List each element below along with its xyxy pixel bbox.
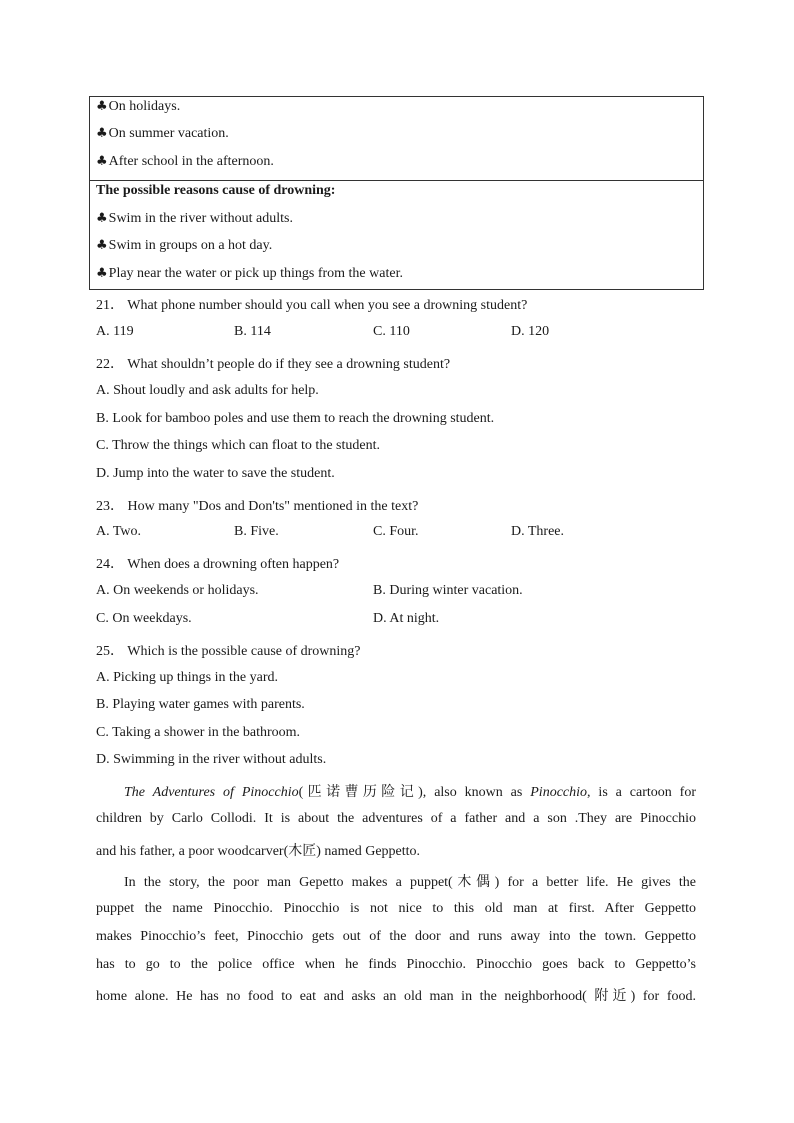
club-bullet-icon: ♣ — [96, 238, 108, 253]
passage-p1-line3: and his father, a poor woodcarver(木匠) named Geppetto. — [96, 844, 421, 859]
passage-p2-line2: puppet the name Pinocchio. Pinocchio is not nice to this old man at first. After Geppetto — [96, 901, 696, 916]
q23-option-b[interactable]: B. Five. — [234, 524, 279, 539]
box-item-after-school: ♣After school in the afternoon. — [96, 154, 274, 169]
club-bullet-icon: ♣ — [96, 266, 108, 281]
passage-p1-line1: The Adventures of Pinocchio(匹诺曹历险记), also known as Pinocchio, is a cartoon for — [124, 785, 697, 800]
question-25: 25． Which is the possible cause of drowning? — [96, 644, 361, 659]
question-23: 23． How many "Dos and Don'ts" mentioned in the text? — [96, 499, 419, 514]
club-bullet-icon: ♣ — [96, 211, 108, 226]
q22-option-d[interactable]: D. Jump into the water to save the student. — [96, 466, 335, 481]
info-box — [89, 96, 704, 290]
club-bullet-icon: ♣ — [96, 154, 108, 169]
q24-option-c[interactable]: C. On weekdays. — [96, 611, 192, 626]
club-bullet-icon: ♣ — [96, 99, 108, 114]
q23-option-a[interactable]: A. Two. — [96, 524, 142, 539]
q22-option-c[interactable]: C. Throw the things which can float to the student. — [96, 438, 380, 453]
passage-p2-line1: In the story, the poor man Gepetto makes a puppet(木偶) for a better life. He gives the — [124, 875, 696, 890]
book-title: The Adventures of Pinocchio — [124, 785, 299, 800]
short-title: Pinocchio — [530, 785, 588, 800]
q21-option-a[interactable]: A. 119 — [96, 324, 134, 339]
q21-option-b[interactable]: B. 114 — [234, 324, 271, 339]
passage-p2-line5: home alone. He has no food to eat and asks an old man in the neighborhood( 附近) for food. — [96, 989, 696, 1004]
box-item-summer: ♣On summer vacation. — [96, 126, 229, 141]
box-item-river: ♣Swim in the river without adults. — [96, 211, 293, 226]
drowning-times-section — [90, 97, 703, 181]
question-24: 24． When does a drowning often happen? — [96, 557, 340, 572]
club-bullet-icon: ♣ — [96, 126, 108, 141]
q22-option-a[interactable]: A. Shout loudly and ask adults for help. — [96, 383, 319, 398]
passage-p2-line4: has to go to the police office when he finds Pinocchio. Pinocchio goes back to Geppetto’s — [96, 957, 696, 972]
box-item-groups: ♣Swim in groups on a hot day. — [96, 238, 273, 253]
box-item-play-water: ♣Play near the water or pick up things from the water. — [96, 266, 403, 281]
q24-option-a[interactable]: A. On weekends or holidays. — [96, 583, 259, 598]
q21-option-d[interactable]: D. 120 — [511, 324, 550, 339]
q25-option-c[interactable]: C. Taking a shower in the bathroom. — [96, 725, 301, 740]
q23-option-c[interactable]: C. Four. — [373, 524, 419, 539]
question-22: 22． What shouldn’t people do if they see a drowning student? — [96, 357, 451, 372]
question-21: 21． What phone number should you call when you see a drowning student? — [96, 298, 528, 313]
q25-option-a[interactable]: A. Picking up things in the yard. — [96, 670, 278, 685]
passage-p2-line3: makes Pinocchio’s feet, Pinocchio gets out of the door and runs away into the town. Geppetto — [96, 929, 696, 944]
box-item-holidays: ♣On holidays. — [96, 99, 181, 114]
q25-option-b[interactable]: B. Playing water games with parents. — [96, 697, 305, 712]
reasons-heading: The possible reasons cause of drowning: — [96, 183, 336, 198]
q21-option-c[interactable]: C. 110 — [373, 324, 410, 339]
q24-option-b[interactable]: B. During winter vacation. — [373, 583, 523, 598]
q25-option-d[interactable]: D. Swimming in the river without adults. — [96, 752, 327, 767]
q23-option-d[interactable]: D. Three. — [511, 524, 564, 539]
q22-option-b[interactable]: B. Look for bamboo poles and use them to reach the drowning student. — [96, 411, 495, 426]
book-title-cn: (匹诺曹历险记) — [298, 785, 423, 800]
passage-p1-line2: children by Carlo Collodi. It is about the adventures of a father and a son .They are Pinocchio — [96, 811, 696, 826]
q24-option-d[interactable]: D. At night. — [373, 611, 440, 626]
